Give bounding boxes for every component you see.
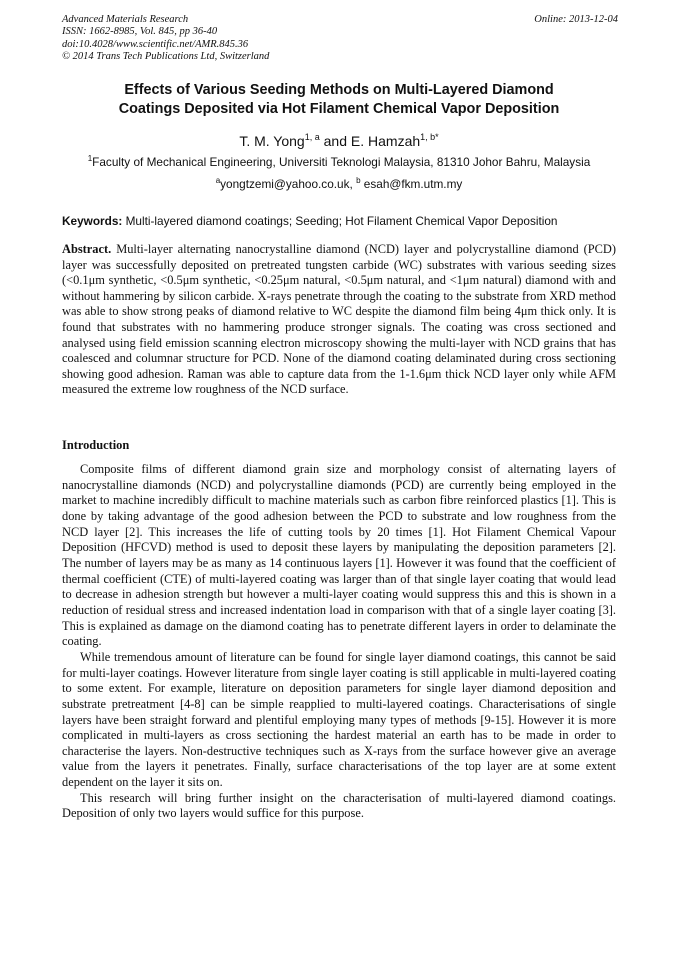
affiliation-marker: 1	[87, 154, 93, 163]
introduction-body	[62, 462, 616, 822]
keywords-label: Keywords:	[62, 214, 123, 228]
email-a-marker: a	[215, 176, 221, 185]
email-a: yongtzemi@yahoo.co.uk,	[220, 177, 357, 191]
keywords-text: Multi-layered diamond coatings; Seeding; Hot Filament Chemical Vapor Deposition	[122, 214, 558, 228]
intro-paragraph-2: While tremendous amount of literature can be found for single layer diamond coatings, this cannot be said for multi-layer coatings. However literature from single layer coating is still applicable in multi-layered coating to some extent. For example, literature on deposition parameters for single layer diamond deposition and substrate pretreatment [4-8] can be simple reapplied to multi-layered coatings. Characterisations of single layers have been straight forward and plentiful employing many types of methods [9-15]. However it is more complicated in multi-layers as cross sectioning the hardest material an earth has to be made in order to characterise the layers. Non-destructive techniques such as X-rays from the surface however give an average value from the layers it penetrates. Finally, surface characterisations of the top layer are at some extent dependent on the layer it sits on.	[62, 649, 616, 790]
journal-header	[62, 14, 618, 63]
journal-name: Advanced Materials Research	[62, 14, 189, 25]
abstract-label: Abstract.	[62, 242, 112, 256]
abstract	[62, 242, 616, 398]
title-line-2: Coatings Deposited via Hot Filament Chemical Vapor Deposition	[118, 101, 560, 117]
author-list	[62, 133, 616, 150]
intro-paragraph-1: Composite films of different diamond grain size and morphology consist of alternating layers of nanocrystalline diamonds (NCD) and polycrystalline diamonds (PCD) are currently being employed in the market to machine incredibly difficult to machine materials such as carbon fibre reinforced plastics [1]. This is done by taking advantage of the good adhesion between the PCD to substrate and low roughness from the NCD layer [2]. This increases the life of cutting tools by 20 times [1]. Hot Filament Chemical Vapour Deposition (HFCVD) method is used to deposit these layers by manipulating the deposition parameters [2]. The number of layers may be as many as 14 continuous layers [1]. However it was found that the coefficient of thermal coefficient (CTE) of multi-layered coating was larger than of that single layer coating that would lead to decrease in adhesion strength but however a multi-layer coating would suppress this and this is shown in a reduction of residual stress and increased indentation load in comparison with that of a single layer coating [3]. This is explained as damage on the diamond coating has to penetrate different layers in order to delaminate the coating.	[62, 462, 616, 649]
author-2: E. Hamzah	[350, 133, 421, 149]
affiliation-text: Faculty of Mechanical Engineering, Universiti Teknologi Malaysia, 81310 Johor Bahru, Malaysia	[92, 155, 591, 169]
abstract-text: Multi-layer alternating nanocrystalline diamond (NCD) layer and polycrystalline diamond (PCD) layer was successfully deposited on pretreated tungsten carbide (WC) substrates with various seeding sizes (<0.1μm synthetic, <0.5μm synthetic, <0.25μm natural, <0.5μm natural, and <1μm natural) diamond with and without hammering by silicon carbide. X-rays penetrate through the coating to the substrate from XRD method was able to show strong peaks of diamond relative to WC despite the diamond film being 4μm thick only. It is found that substrates with no hammering produce stronger signals. The coating was cross sectioned and analysed using field emission scanning electron microscopy showing the multi-layer with NCD grains that has coalesced and columnar structure for PCD. None of the diamond coating delaminated during cross sectioning showing good adhesion. Raman was able to capture data from the 1-1.6μm thick NCD layer only while AFM measured the extreme low roughness of the NCD surface.	[62, 242, 616, 397]
affiliation	[62, 155, 616, 170]
doi-line: doi:10.4028/www.scientific.net/AMR.845.36	[62, 38, 249, 50]
author-1: T. M. Yong	[239, 133, 305, 149]
email-b: esah@fkm.utm.my	[360, 177, 463, 191]
intro-paragraph-3: This research will bring further insight on the characterisation of multi-layered diamond coatings. Deposition of only two layers would suffice for this purpose.	[62, 790, 616, 821]
title-line-1: Effects of Various Seeding Methods on Multi-Layered Diamond	[124, 82, 554, 98]
issn-line: ISSN: 1662-8985, Vol. 845, pp 36-40	[62, 26, 218, 38]
author-2-affiliation: 1, b*	[420, 132, 439, 142]
copyright-line: © 2014 Trans Tech Publications Ltd, Switzerland	[62, 50, 270, 62]
author-1-affiliation: 1, a	[304, 132, 320, 142]
author-emails	[62, 177, 616, 192]
online-date: Online: 2013-12-04	[534, 14, 618, 25]
keywords	[62, 214, 618, 229]
author-conjunction: and	[319, 133, 351, 149]
introduction-heading: Introduction	[62, 438, 130, 452]
paper-title	[62, 81, 616, 119]
email-b-marker: b	[356, 176, 361, 185]
